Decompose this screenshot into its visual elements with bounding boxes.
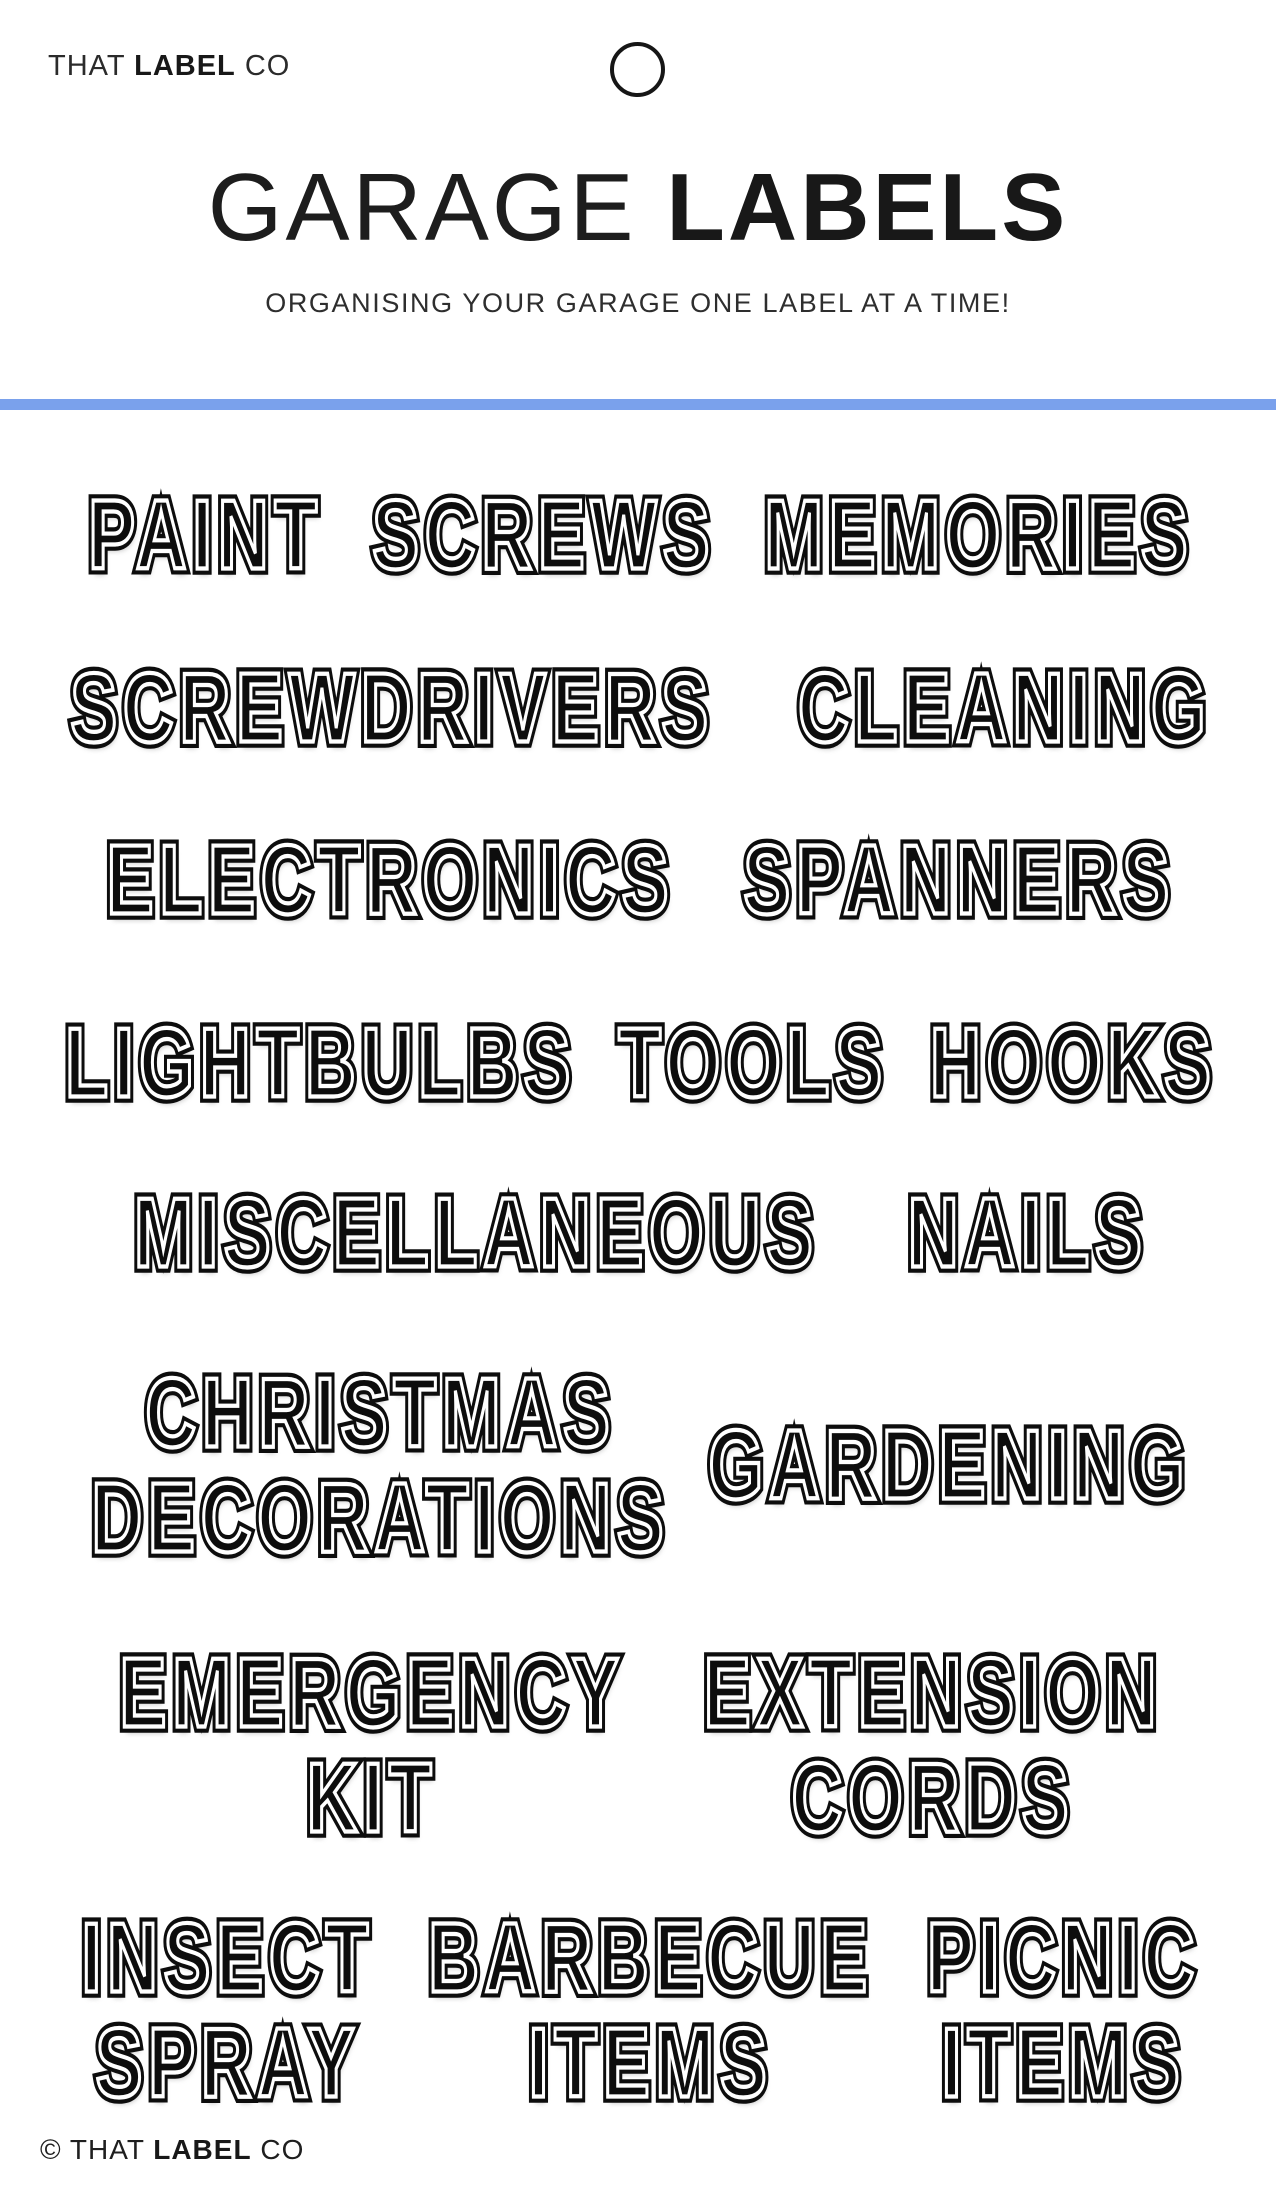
blue-divider [0,399,1276,410]
label-screws: SCREWS SCREWS [372,486,715,584]
christmas-decorations-label [91,1357,670,1573]
label-decorations: DECORATIONS DECORATIONS [92,1469,670,1567]
label-picnic: PICNIC PICNIC [927,1909,1200,2007]
label-row-5 [0,1178,1276,1288]
label-extension: EXTENSION EXTENSION [704,1644,1163,1742]
label-row-3 [0,825,1276,935]
label-row-4 [0,1008,1276,1118]
label-barbecue-items: ITEMS ITEMS [529,2014,773,2112]
label-row-2 [0,653,1276,763]
emergency-kit-label [119,1637,625,1853]
extension-cords-label [703,1637,1163,1853]
punch-hole-circle [610,42,665,97]
brand-logo [48,50,290,83]
label-electronics: ELECTRONICS ELECTRONICS [107,831,675,929]
label-hooks: HOOKS HOOKS [930,1014,1217,1112]
label-row-6 [0,1357,1276,1573]
brand-co: CO [244,50,291,82]
label-row-1 [0,480,1276,590]
label-tools: TOOLS TOOLS [618,1014,888,1112]
label-spray: SPRAY SPRAY [96,2014,361,2112]
barbecue-items-label [428,1902,874,2118]
label-emergency: EMERGENCY EMERGENCY [120,1644,625,1742]
footer-co: CO [260,2134,305,2165]
label-row-8 [0,1902,1276,2118]
title-labels: LABELS [666,154,1069,261]
label-row-7 [0,1637,1276,1853]
label-nails: NAILS NAILS [908,1184,1148,1282]
label-memories: MEMORIES MEMORIES [764,486,1193,584]
label-insect: INSECT INSECT [82,1909,375,2007]
label-barbecue: BARBECUE BARBECUE [428,1909,873,2007]
label-picnic-items: ITEMS ITEMS [942,2014,1186,2112]
label-cords: CORDS CORDS [792,1749,1075,1847]
brand-that: THAT [48,50,126,82]
gardening-label [708,1410,1191,1520]
label-christmas: CHRISTMAS CHRISTMAS [146,1364,616,1462]
picnic-items-label [927,1902,1201,2118]
brand-label: LABEL [134,50,236,82]
label-gardening: GARDENING GARDENING [709,1416,1191,1514]
label-cleaning: CLEANING CLEANING [798,659,1212,757]
footer-label: LABEL [153,2134,252,2165]
label-spanners: SPANNERS SPANNERS [743,831,1175,929]
footer-that: THAT [69,2134,145,2165]
label-paint: PAINT PAINT [88,486,323,584]
title-garage: GARAGE [207,154,637,261]
copyright-symbol: © [40,2134,62,2165]
label-lightbulbs: LIGHTBULBS LIGHTBULBS [65,1014,576,1112]
label-kit: KIT KIT [307,1749,438,1847]
label-miscellaneous: MISCELLANEOUS MISCELLANEOUS [134,1184,819,1282]
insect-spray-label [81,1902,375,2118]
label-screwdrivers: SCREWDRIVERS SCREWDRIVERS [70,659,714,757]
footer-copyright [40,2134,304,2166]
page-subtitle: ORGANISING YOUR GARAGE ONE LABEL AT A TIME! [265,288,1011,318]
page-title [0,154,1276,261]
